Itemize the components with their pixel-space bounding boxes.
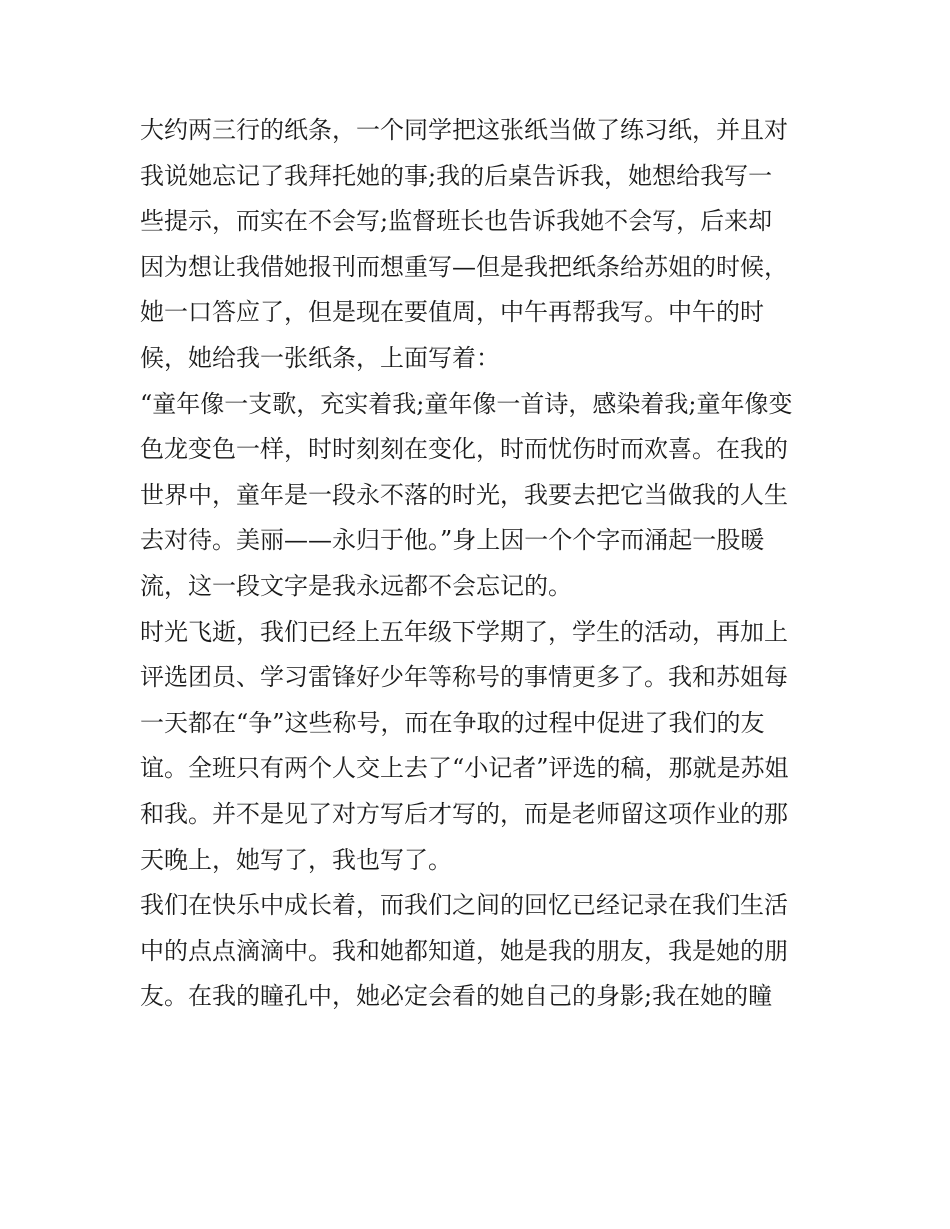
text-line: 谊。全班只有两个人交上去了“小记者”评选的稿，那就是苏姐	[140, 754, 789, 783]
text-line: 中的点点滴滴中。我和她都知道，她是我的朋友，我是她的朋	[140, 936, 788, 965]
text-line: 流，这一段文字是我永远都不会忘记的。	[140, 571, 572, 600]
text-line: 去对待。美丽——永归于他。”身上因一个个字而涌起一股暖	[140, 526, 765, 555]
text-line: 时光飞逝，我们已经上五年级下学期了，学生的活动，再加上	[140, 617, 788, 646]
text-line: 我们在快乐中成长着，而我们之间的回忆已经记录在我们生活	[140, 891, 788, 920]
text-line: 大约两三行的纸条，一个同学把这张纸当做了练习纸，并且对	[140, 116, 788, 144]
text-line: 评选团员、学习雷锋好少年等称号的事情更多了。我和苏姐每	[140, 663, 788, 692]
text-line: 因为想让我借她报刊而想重写—但是我把纸条给苏姐的时候，	[140, 252, 788, 281]
body-text	[140, 108, 820, 1020]
text-line: 和我。并不是见了对方写后才写的，而是老师留这项作业的那	[140, 799, 788, 828]
text-line: 色龙变色一样，时时刻刻在变化，时而忧伤时而欢喜。在我的	[140, 435, 788, 464]
text-line: 友。在我的瞳孔中，她必定会看的她自己的身影;我在她的瞳	[140, 982, 773, 1011]
text-line: 些提示，而实在不会写;监督班长也告诉我她不会写，后来却	[140, 207, 773, 236]
text-line: 我说她忘记了我拜托她的事;我的后桌告诉我，她想给我写一	[140, 161, 773, 190]
text-line: 一天都在“争”这些称号，而在争取的过程中促进了我们的友	[140, 708, 765, 737]
text-line: 世界中，童年是一段永不落的时光，我要去把它当做我的人生	[140, 480, 788, 509]
text-line: 天晚上，她写了，我也写了。	[140, 845, 452, 874]
text-line: 她一口答应了，但是现在要值周，中午再帮我写。中午的时	[140, 298, 764, 327]
text-line: 候，她给我一张纸条，上面写着：	[140, 343, 500, 372]
text-line: “童年像一支歌，充实着我;童年像一首诗，感染着我;童年像变	[140, 389, 793, 418]
